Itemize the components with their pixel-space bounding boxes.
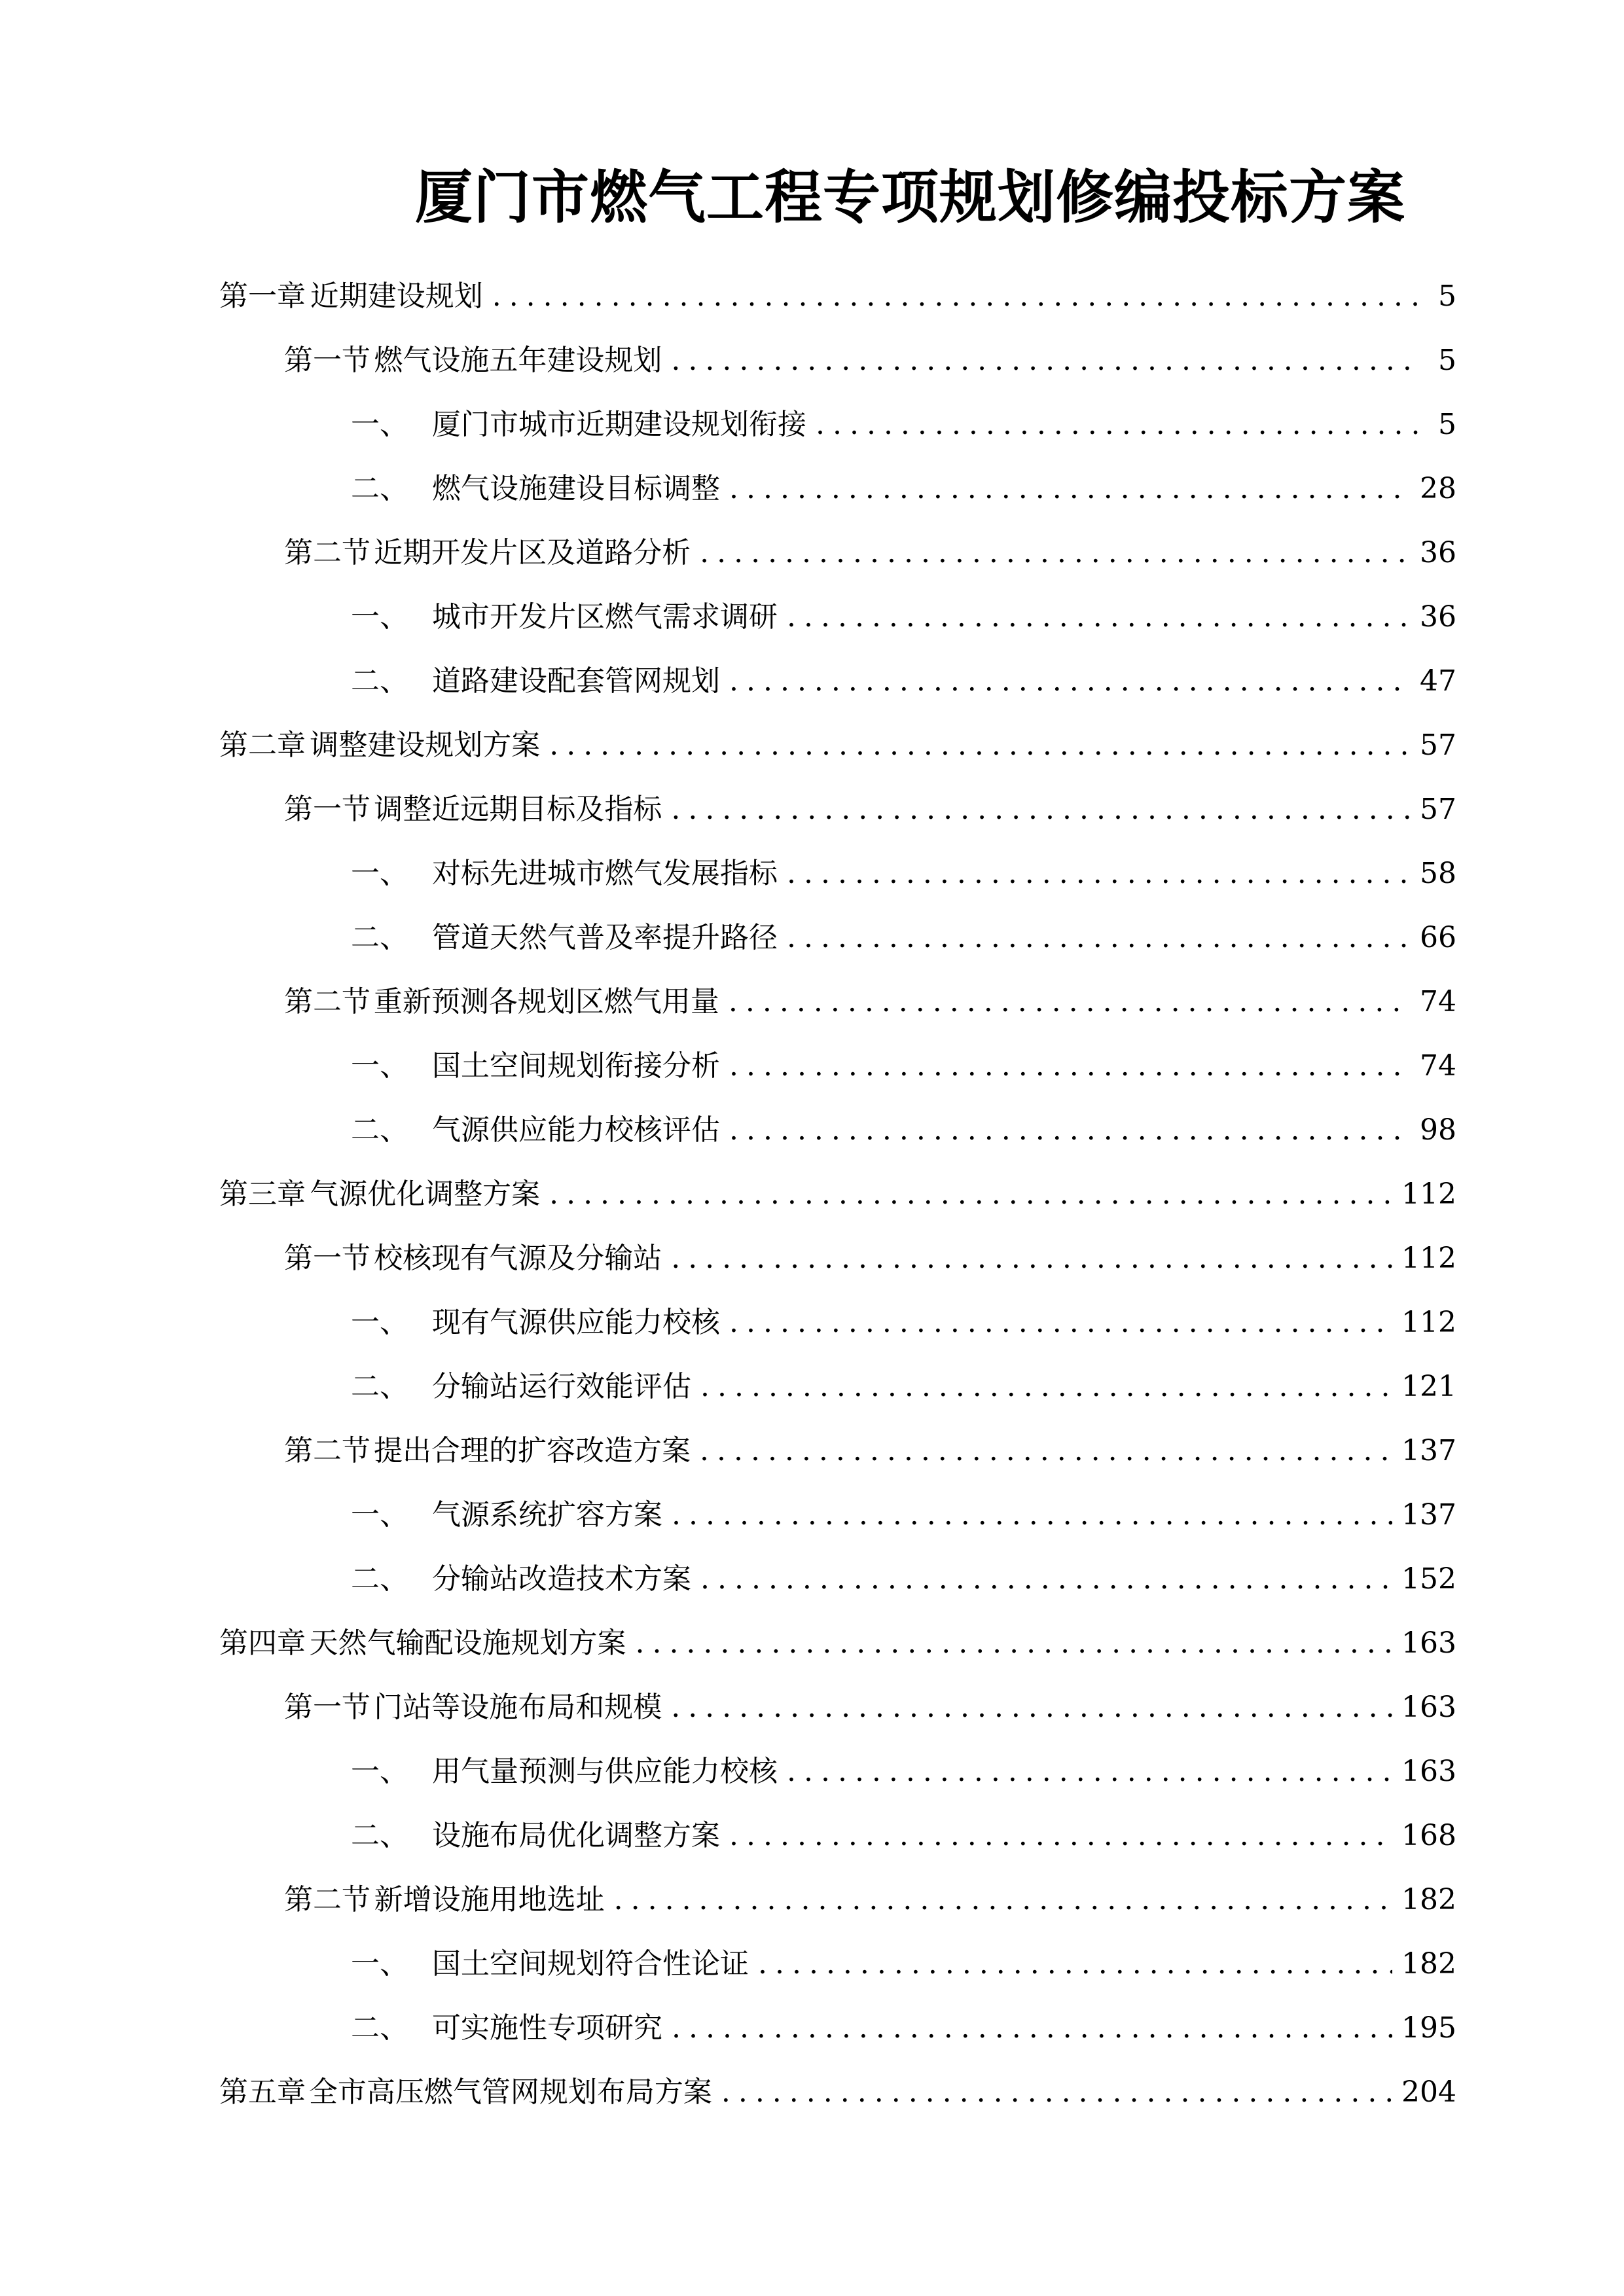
toc-entry-page-number: 112 bbox=[1401, 1177, 1456, 1211]
toc-entry[interactable] bbox=[351, 594, 1456, 640]
toc-dot-leader bbox=[671, 787, 1411, 833]
toc-entry[interactable] bbox=[351, 1556, 1456, 1602]
toc-entry-page-number: 58 bbox=[1420, 857, 1456, 890]
toc-entry-number: 二、 bbox=[351, 472, 408, 505]
toc-entry-page-number: 98 bbox=[1420, 1113, 1456, 1147]
toc-dot-leader bbox=[671, 338, 1421, 384]
toc-entry-number: 二、 bbox=[351, 1562, 408, 1596]
toc-entry-title: 全市高压燃气管网规划布局方案 bbox=[308, 2075, 712, 2109]
toc-entry-number: 第一节 bbox=[284, 793, 370, 826]
toc-entry-page-number: 66 bbox=[1420, 921, 1456, 954]
toc-entry[interactable] bbox=[351, 1492, 1456, 1538]
toc-entry-number: 第二节 bbox=[284, 1434, 370, 1467]
toc-entry[interactable] bbox=[351, 2005, 1456, 2051]
toc-entry[interactable] bbox=[219, 1172, 1456, 1217]
toc-entry-title: 提出合理的扩容改造方案 bbox=[374, 1434, 691, 1467]
toc-entry-title: 国土空间规划符合性论证 bbox=[432, 1947, 749, 1981]
toc-entry-page-number: 74 bbox=[1420, 1049, 1456, 1083]
toc-dot-leader bbox=[816, 402, 1421, 448]
toc-entry[interactable] bbox=[284, 1236, 1456, 1282]
toc-entry-page-number: 5 bbox=[1438, 279, 1456, 313]
toc-entry-page-number: 163 bbox=[1401, 1691, 1456, 1724]
toc-entry-title: 现有气源供应能力校核 bbox=[432, 1306, 720, 1339]
toc-dot-leader bbox=[614, 1877, 1392, 1923]
toc-entry[interactable] bbox=[351, 1043, 1456, 1089]
toc-entry-title: 近期建设规划 bbox=[310, 279, 483, 313]
toc-entry-number: 一、 bbox=[351, 1049, 408, 1083]
toc-entry-number: 第一章 bbox=[219, 279, 306, 313]
toc-entry-number: 一、 bbox=[351, 600, 408, 634]
toc-entry-number: 二、 bbox=[351, 1370, 408, 1403]
toc-entry-title: 分输站运行效能评估 bbox=[432, 1370, 691, 1403]
toc-entry[interactable] bbox=[351, 658, 1456, 704]
toc-dot-leader bbox=[635, 1621, 1392, 1666]
toc-entry-number: 第二节 bbox=[284, 1883, 370, 1916]
toc-entry-number: 二、 bbox=[351, 1819, 408, 1852]
toc-entry-title: 城市开发片区燃气需求调研 bbox=[432, 600, 778, 634]
toc-entry-title: 调整近远期目标及指标 bbox=[374, 793, 662, 826]
toc-entry-number: 一、 bbox=[351, 1755, 408, 1788]
toc-entry-title: 门站等设施布局和规模 bbox=[374, 1691, 662, 1724]
toc-entry-page-number: 36 bbox=[1420, 536, 1456, 569]
toc-dot-leader bbox=[700, 1428, 1392, 1474]
toc-entry-number: 第一节 bbox=[284, 1242, 370, 1275]
toc-entry[interactable] bbox=[351, 1107, 1456, 1153]
toc-dot-leader bbox=[787, 594, 1411, 640]
toc-entry[interactable] bbox=[284, 1428, 1456, 1474]
toc-entry-page-number: 182 bbox=[1401, 1883, 1456, 1916]
toc-entry[interactable] bbox=[351, 915, 1456, 961]
toc-entry-page-number: 137 bbox=[1401, 1498, 1456, 1532]
toc-dot-leader bbox=[758, 1941, 1392, 1987]
toc-dot-leader bbox=[549, 1172, 1392, 1217]
toc-entry[interactable] bbox=[351, 1813, 1456, 1859]
toc-entry-page-number: 28 bbox=[1420, 472, 1456, 505]
toc-dot-leader bbox=[729, 466, 1411, 512]
toc-entry-title: 用气量预测与供应能力校核 bbox=[432, 1755, 778, 1788]
toc-dot-leader bbox=[729, 658, 1411, 704]
toc-entry-number: 一、 bbox=[351, 408, 408, 441]
toc-entry[interactable] bbox=[284, 787, 1456, 833]
toc-dot-leader bbox=[721, 2070, 1392, 2115]
toc-entry-number: 第二章 bbox=[219, 728, 306, 762]
toc-entry-page-number: 112 bbox=[1401, 1242, 1456, 1275]
toc-entry-title: 国土空间规划衔接分析 bbox=[432, 1049, 720, 1083]
toc-entry-page-number: 121 bbox=[1401, 1370, 1456, 1403]
toc-entry[interactable] bbox=[284, 1685, 1456, 1731]
toc-entry-page-number: 204 bbox=[1401, 2075, 1456, 2109]
toc-entry-title: 气源供应能力校核评估 bbox=[432, 1113, 720, 1147]
toc-entry-page-number: 36 bbox=[1420, 600, 1456, 634]
toc-dot-leader bbox=[729, 1043, 1411, 1089]
toc-entry-number: 一、 bbox=[351, 1306, 408, 1339]
toc-entry-number: 第五章 bbox=[219, 2075, 306, 2109]
toc-entry-page-number: 168 bbox=[1401, 1819, 1456, 1852]
toc-entry-page-number: 163 bbox=[1401, 1626, 1456, 1660]
toc-entry-number: 一、 bbox=[351, 1498, 408, 1532]
toc-entry-title: 可实施性专项研究 bbox=[432, 2011, 662, 2045]
toc-entry-title: 道路建设配套管网规划 bbox=[432, 664, 720, 698]
toc-dot-leader bbox=[671, 1236, 1392, 1282]
toc-entry-number: 一、 bbox=[351, 1947, 408, 1981]
toc-entry-title: 新增设施用地选址 bbox=[374, 1883, 605, 1916]
toc-entry-number: 第三章 bbox=[219, 1177, 306, 1211]
toc-entry-number: 第二节 bbox=[284, 536, 370, 569]
toc-entry[interactable] bbox=[351, 466, 1456, 512]
toc-entry-number: 二、 bbox=[351, 1113, 408, 1147]
toc-entry-title: 调整建设规划方案 bbox=[310, 728, 541, 762]
toc-entry[interactable] bbox=[284, 979, 1456, 1025]
toc-entry-page-number: 182 bbox=[1401, 1947, 1456, 1981]
toc-entry[interactable] bbox=[351, 1749, 1456, 1795]
toc-entry[interactable] bbox=[351, 1364, 1456, 1410]
toc-entry[interactable] bbox=[219, 274, 1456, 319]
toc-dot-leader bbox=[700, 1556, 1392, 1602]
toc-entry[interactable] bbox=[284, 338, 1456, 384]
toc-entry-number: 二、 bbox=[351, 2011, 408, 2045]
toc-entry-number: 第一节 bbox=[284, 1691, 370, 1724]
toc-entry-title: 天然气输配设施规划方案 bbox=[309, 1626, 626, 1660]
toc-entry[interactable] bbox=[284, 530, 1456, 576]
toc-entry-page-number: 137 bbox=[1401, 1434, 1456, 1467]
toc-entry-number: 第四章 bbox=[219, 1626, 306, 1660]
toc-entry-title: 重新预测各规划区燃气用量 bbox=[373, 985, 719, 1018]
toc-dot-leader bbox=[787, 1749, 1392, 1795]
toc-entry-page-number: 5 bbox=[1438, 408, 1456, 441]
toc-entry[interactable] bbox=[219, 1621, 1456, 1666]
toc-entry-page-number: 47 bbox=[1420, 664, 1456, 698]
toc-entry[interactable] bbox=[284, 1877, 1456, 1923]
toc-entry-title: 管道天然气普及率提升路径 bbox=[432, 921, 778, 954]
toc-entry-title: 近期开发片区及道路分析 bbox=[374, 536, 691, 569]
toc-entry-title: 分输站改造技术方案 bbox=[432, 1562, 691, 1596]
toc-dot-leader bbox=[729, 979, 1411, 1025]
toc-entry-number: 二、 bbox=[351, 664, 408, 698]
toc-dot-leader bbox=[700, 530, 1411, 576]
toc-entry-page-number: 74 bbox=[1420, 985, 1456, 1018]
toc-entry-page-number: 5 bbox=[1438, 344, 1456, 377]
toc-dot-leader bbox=[729, 1107, 1411, 1153]
toc-dot-leader bbox=[729, 1300, 1392, 1346]
toc-dot-leader bbox=[671, 1685, 1392, 1731]
toc-entry[interactable] bbox=[219, 723, 1456, 768]
toc-dot-leader bbox=[700, 1364, 1392, 1410]
toc-entry[interactable] bbox=[219, 2070, 1456, 2115]
toc-entry-page-number: 152 bbox=[1401, 1562, 1456, 1596]
toc-entry[interactable] bbox=[351, 402, 1456, 448]
toc-dot-leader bbox=[787, 851, 1411, 897]
toc-entry-number: 第二节 bbox=[284, 985, 370, 1018]
toc-entry-number: 第一节 bbox=[284, 344, 370, 377]
toc-entry-title: 气源优化调整方案 bbox=[310, 1177, 541, 1211]
toc-entry-number: 二、 bbox=[351, 921, 408, 954]
toc-entry-title: 校核现有气源及分输站 bbox=[374, 1242, 662, 1275]
toc-dot-leader bbox=[729, 1813, 1392, 1859]
toc-entry-page-number: 57 bbox=[1420, 728, 1456, 762]
toc-entry-page-number: 163 bbox=[1401, 1755, 1456, 1788]
toc-entry-title: 厦门市城市近期建设规划衔接 bbox=[432, 408, 806, 441]
toc-entry[interactable] bbox=[351, 1941, 1456, 1987]
toc-entry-title: 燃气设施建设目标调整 bbox=[432, 472, 720, 505]
toc-entry-title: 对标先进城市燃气发展指标 bbox=[432, 857, 778, 890]
page-title: 厦门市燃气工程专项规划修编投标方案 bbox=[414, 164, 1405, 231]
toc-entry-page-number: 112 bbox=[1401, 1306, 1456, 1339]
toc-dot-leader bbox=[492, 274, 1421, 319]
toc-entry-title: 气源系统扩容方案 bbox=[432, 1498, 662, 1532]
toc-entry[interactable] bbox=[351, 851, 1456, 897]
toc-entry[interactable] bbox=[351, 1300, 1456, 1346]
toc-dot-leader bbox=[787, 915, 1411, 961]
toc-entry-title: 燃气设施五年建设规划 bbox=[374, 344, 662, 377]
toc-dot-leader bbox=[672, 1492, 1392, 1538]
toc-entry-page-number: 195 bbox=[1401, 2011, 1456, 2045]
toc-entry-number: 一、 bbox=[351, 857, 408, 890]
toc-dot-leader bbox=[549, 723, 1411, 768]
toc-dot-leader bbox=[672, 2005, 1392, 2051]
toc-entry-page-number: 57 bbox=[1420, 793, 1456, 826]
toc-entry-title: 设施布局优化调整方案 bbox=[432, 1819, 720, 1852]
